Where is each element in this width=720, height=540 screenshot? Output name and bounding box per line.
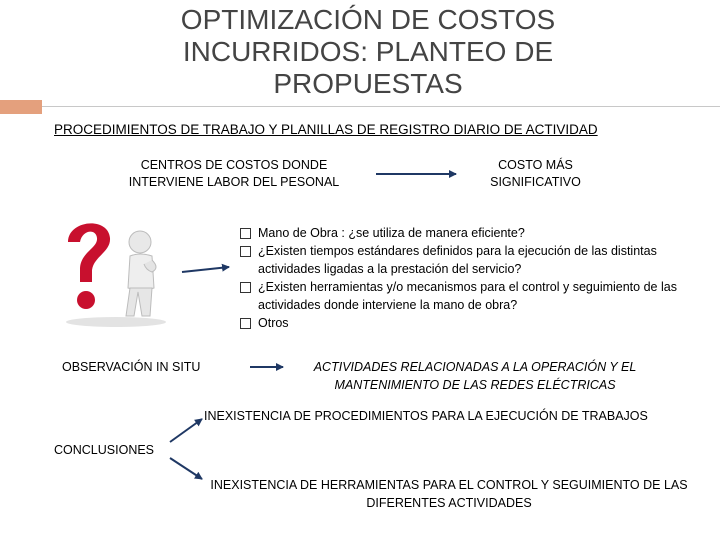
finding-tools: INEXISTENCIA DE HERRAMIENTAS PARA EL CONTROL Y SEGUIMIENTO DE LAS DIFERENTES ACTIVIDADES	[210, 478, 688, 510]
arrow-to-questions	[182, 267, 229, 272]
conclusions-label: CONCLUSIONES	[54, 443, 155, 457]
activities-text: ACTIVIDADES RELACIONADAS A LA OPERACIÓN Y EL MANTENIMIENTO DE LAS REDES ELÉCTRICAS	[313, 360, 637, 392]
finding-procedures: INEXISTENCIA DE PROCEDIMIENTOS PARA LA EJECUCIÓN DE TRABAJOS	[204, 409, 648, 423]
slide-subtitle: PROCEDIMIENTOS DE TRABAJO Y PLANILLAS DE REGISTRO DIARIO DE ACTIVIDAD	[54, 122, 598, 137]
observation-label: OBSERVACIÓN IN SITU	[62, 360, 201, 374]
most-significant-cost-text: COSTO MÁS SIGNIFICATIVO	[490, 158, 581, 189]
bullet-text: ¿Existen tiempos estándares definidos para la ejecución de las distintas actividades ligadas a la prestación del servicio?	[258, 244, 657, 276]
arrow-to-finding-1	[170, 419, 202, 442]
cost-centers-text: CENTROS DE COSTOS DONDE INTERVIENE LABOR DEL PESONAL	[128, 158, 340, 189]
slide-title: OPTIMIZACIÓN DE COSTOS INCURRIDOS: PLANTEO DE PROPUESTAS	[180, 4, 556, 99]
bullet-text: ¿Existen herramientas y/o mecanismos para el control y seguimiento de las actividades donde interviene la mano de obra?	[258, 280, 677, 312]
bullet-text: Otros	[258, 316, 289, 330]
arrow-to-finding-2	[170, 458, 202, 479]
bullet-text: Mano de Obra : ¿se utiliza de manera eficiente?	[258, 226, 525, 240]
